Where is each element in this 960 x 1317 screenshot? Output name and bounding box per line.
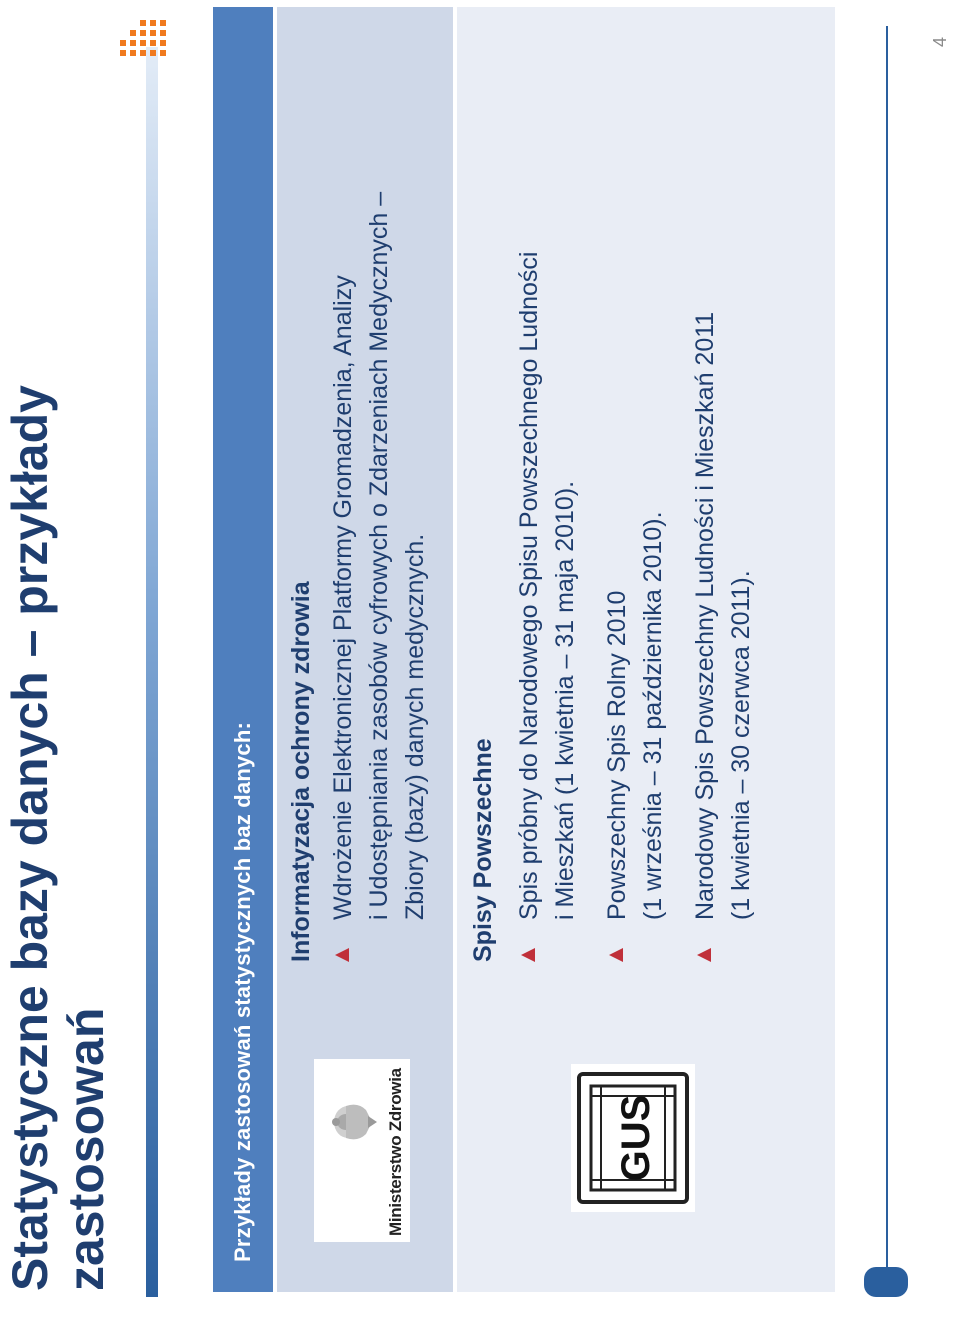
triangle-bullet-icon: [697, 948, 711, 962]
triangle-bullet-icon: [335, 948, 349, 962]
orange-bars-icon: [120, 14, 176, 62]
examples-table: [213, 7, 835, 1292]
bullet-text: Wdrożenie Elektronicznej Platformy Gromadzenia, Analizy i Udostępniania zasobów cyfrowych o Zdarzeniach Medycznych – Zbiory (bazy) danych medycznych.: [329, 191, 429, 920]
ministerstwo-zdrowia-logo: [314, 1059, 410, 1242]
content-cell: [277, 7, 453, 982]
triangle-bullet-icon: [521, 948, 535, 962]
table-row: [457, 7, 835, 1292]
logo-cell: [457, 984, 835, 1292]
content-cell: [457, 7, 835, 982]
table-header: Przykłady zastosowań statystycznych baz danych:: [213, 7, 273, 1292]
slide-title: Statystyczne bazy danych – przykłady zastosowań: [2, 385, 114, 1291]
triangle-bullet-icon: [609, 948, 623, 962]
logo-text: Ministerstwo Zdrowia: [386, 1068, 405, 1236]
logo-text: GUS: [614, 1094, 658, 1182]
section-title: Informatyzacja ochrony zdrowia: [287, 581, 315, 962]
gus-logo-icon: [571, 1064, 695, 1212]
timeline-line: [886, 26, 888, 1286]
table-row: [277, 7, 453, 1292]
eagle-emblem-icon: [328, 1100, 378, 1144]
section-title: Spisy Powszechne: [469, 738, 497, 962]
bullet-text: Spis próbny do Narodowego Spisu Powszechnego Ludności i Mieszkań (1 kwietnia – 31 maja 2010).: [515, 251, 579, 920]
bullet-text: Narodowy Spis Powszechny Ludności i Mieszkań 2011 (1 kwietnia – 30 czerwca 2011).: [691, 311, 755, 920]
page-number: 4: [930, 36, 950, 47]
bullet-text: Powszechny Spis Rolny 2010 (1 września – 31 października 2010).: [603, 511, 667, 920]
logo-cell: [277, 984, 453, 1292]
accent-bar: [146, 47, 158, 1297]
